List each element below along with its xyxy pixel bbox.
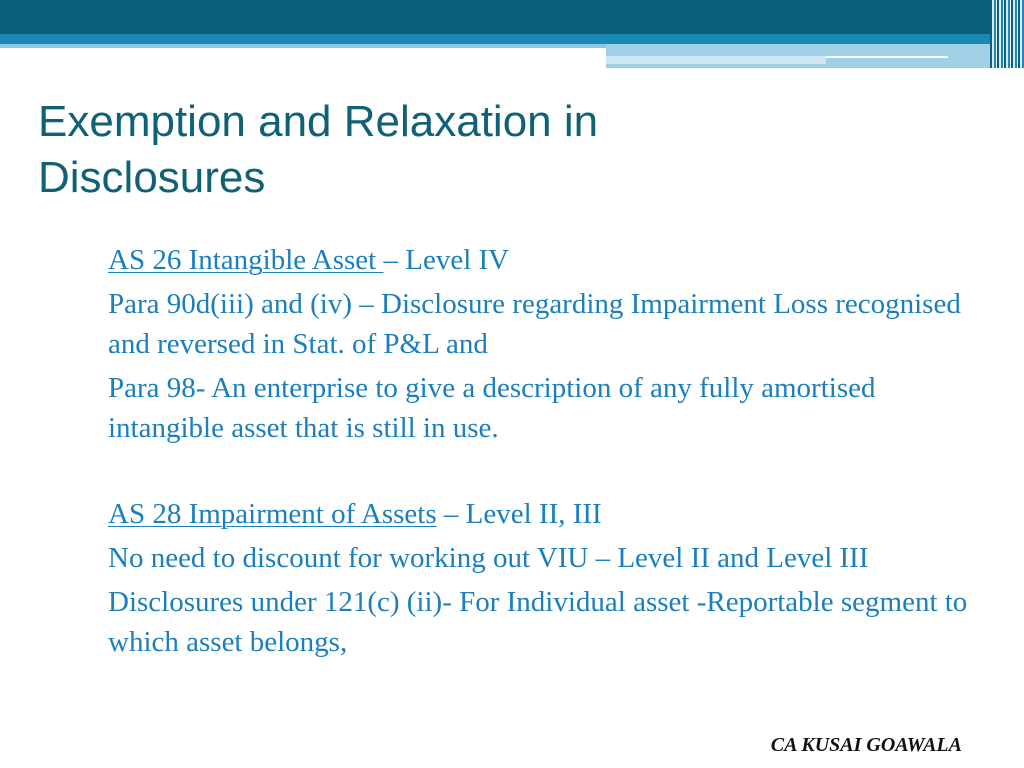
as26-level: – Level IV (383, 244, 510, 276)
as26-heading (108, 240, 978, 280)
banner-light-band (0, 44, 606, 48)
slide-title (38, 94, 938, 206)
top-banner (0, 0, 1024, 80)
as28-para-viu: No need to discount for working out VIU – Level II and Level III (108, 542, 869, 574)
as26-para-90d: Para 90d(iii) and (iv) – Disclosure regarding Impairment Loss recognised and reversed in Stat. of P&L and (108, 288, 961, 360)
banner-mid-band (0, 34, 1024, 44)
slide-title-line1: Exemption and Relaxation in (38, 97, 599, 146)
slide-title-line2: Disclosures (38, 153, 266, 202)
banner-step-highlight (826, 56, 948, 58)
section-spacer (108, 452, 978, 494)
as26-link[interactable]: AS 26 Intangible Asset (108, 244, 384, 276)
as28-link[interactable]: AS 28 Impairment of Assets (108, 498, 437, 530)
banner-step-inner (606, 56, 826, 64)
footer-author: CA KUSAI GOAWALA (770, 734, 962, 756)
as28-para-121c: Disclosures under 121(c) (ii)- For Individual asset -Reportable segment to which asset belongs, (108, 586, 968, 658)
banner-dark-band (0, 0, 1024, 34)
as28-level: – Level II, III (436, 498, 602, 530)
as26-para-98: Para 98- An enterprise to give a description of any fully amortised intangible asset that is still in use. (108, 372, 876, 444)
as28-heading (108, 494, 978, 534)
banner-stripes (990, 0, 1024, 68)
slide-body (108, 240, 978, 666)
